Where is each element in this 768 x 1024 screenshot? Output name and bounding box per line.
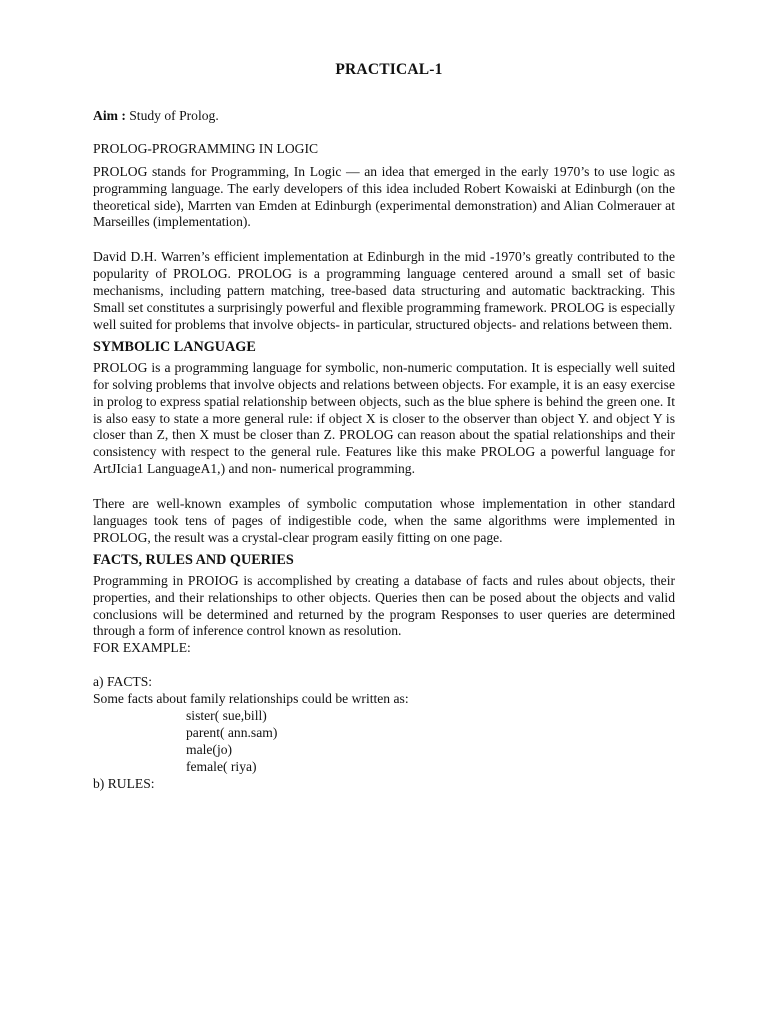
symbolic-paragraph-1: PROLOG is a programming language for symbolic, non-numeric computation. It is especially well suited for solving problems that involve objects and relations between objects. For example, it is an easy exercise in prolog to express spatial relationship between objects, such as the blue sphere is behind the green one. It is also easy to state a more general rule: if object X is closer to the observer than object Y. and object Y is closer than Z, then X must be closer than Z. PROLOG can reason about the spatial relationships and their consistency with respect to the general rule. Features like this make PROLOG a powerful language for ArtJIcia1 LanguageA1,) and non- numerical programming. bbox=[93, 359, 675, 477]
rules-label: b) RULES: bbox=[93, 775, 155, 791]
intro-heading: PROLOG-PROGRAMMING IN LOGIC bbox=[93, 140, 319, 156]
fact-example: female( riya) bbox=[186, 758, 257, 774]
facts-rules-queries-heading: FACTS, RULES AND QUERIES bbox=[93, 551, 294, 568]
fact-example: sister( sue,bill) bbox=[186, 708, 267, 724]
symbolic-paragraph-2: There are well-known examples of symbolic computation whose implementation in other standard languages took tens of pages of indigestible code, when the same algorithms were implemented in PROLOG, the result was a crystal-clear program easily fitting on one page. bbox=[93, 496, 675, 545]
fact-example: male(jo) bbox=[186, 741, 233, 757]
fact-example: parent( ann.sam) bbox=[186, 725, 278, 740]
line-spacer bbox=[93, 657, 675, 674]
aim-line bbox=[93, 108, 675, 125]
paragraph-spacer bbox=[93, 231, 675, 249]
facts-label: a) FACTS: bbox=[93, 674, 153, 690]
intro-paragraph-2: David D.H. Warren’s efficient implementation at Edinburgh in the mid -1970’s greatly contributed to the popularity of PROLOG. PROLOG is a programming language centered around a small set of basic mechanisms, including pattern matching, tree-based data structuring and automatic backtracking. This Small set constitutes a surprisingly powerful and flexible programming framework. PROLOG is especially well suited for problems that involve objects- in particular, structured objects- and relations between them. bbox=[93, 249, 675, 332]
aim-text: Study of Prolog. bbox=[125, 107, 219, 123]
document-body bbox=[93, 62, 675, 793]
aim-label: Aim : bbox=[93, 107, 126, 123]
symbolic-language-heading: SYMBOLIC LANGUAGE bbox=[93, 338, 256, 355]
paragraph-spacer bbox=[93, 478, 675, 496]
intro-paragraph-1: PROLOG stands for Programming, In Logic — an idea that emerged in the early 1970’s to use logic as programming language. The early developers of this idea included Robert Kowaiski at Edinburgh (on the theoretical side), Marrten van Emden at Edinburgh (experimental demonstration) and Alian Colmerauer at Marseilles (implementation). bbox=[93, 163, 675, 230]
facts-intro: Some facts about family relationships could be written as: bbox=[93, 691, 409, 707]
page-title: PRACTICAL-1 bbox=[335, 61, 443, 78]
for-example-label: FOR EXAMPLE: bbox=[93, 640, 191, 656]
facts-paragraph: Programming in PROIOG is accomplished by creating a database of facts and rules about objects, their properties, and their relationships to other objects. Queries then can be posed about the objects and valid conclusions will be determined and returned by the program Responses to user queries are determined through a form of inference control known as resolution. bbox=[93, 572, 675, 639]
